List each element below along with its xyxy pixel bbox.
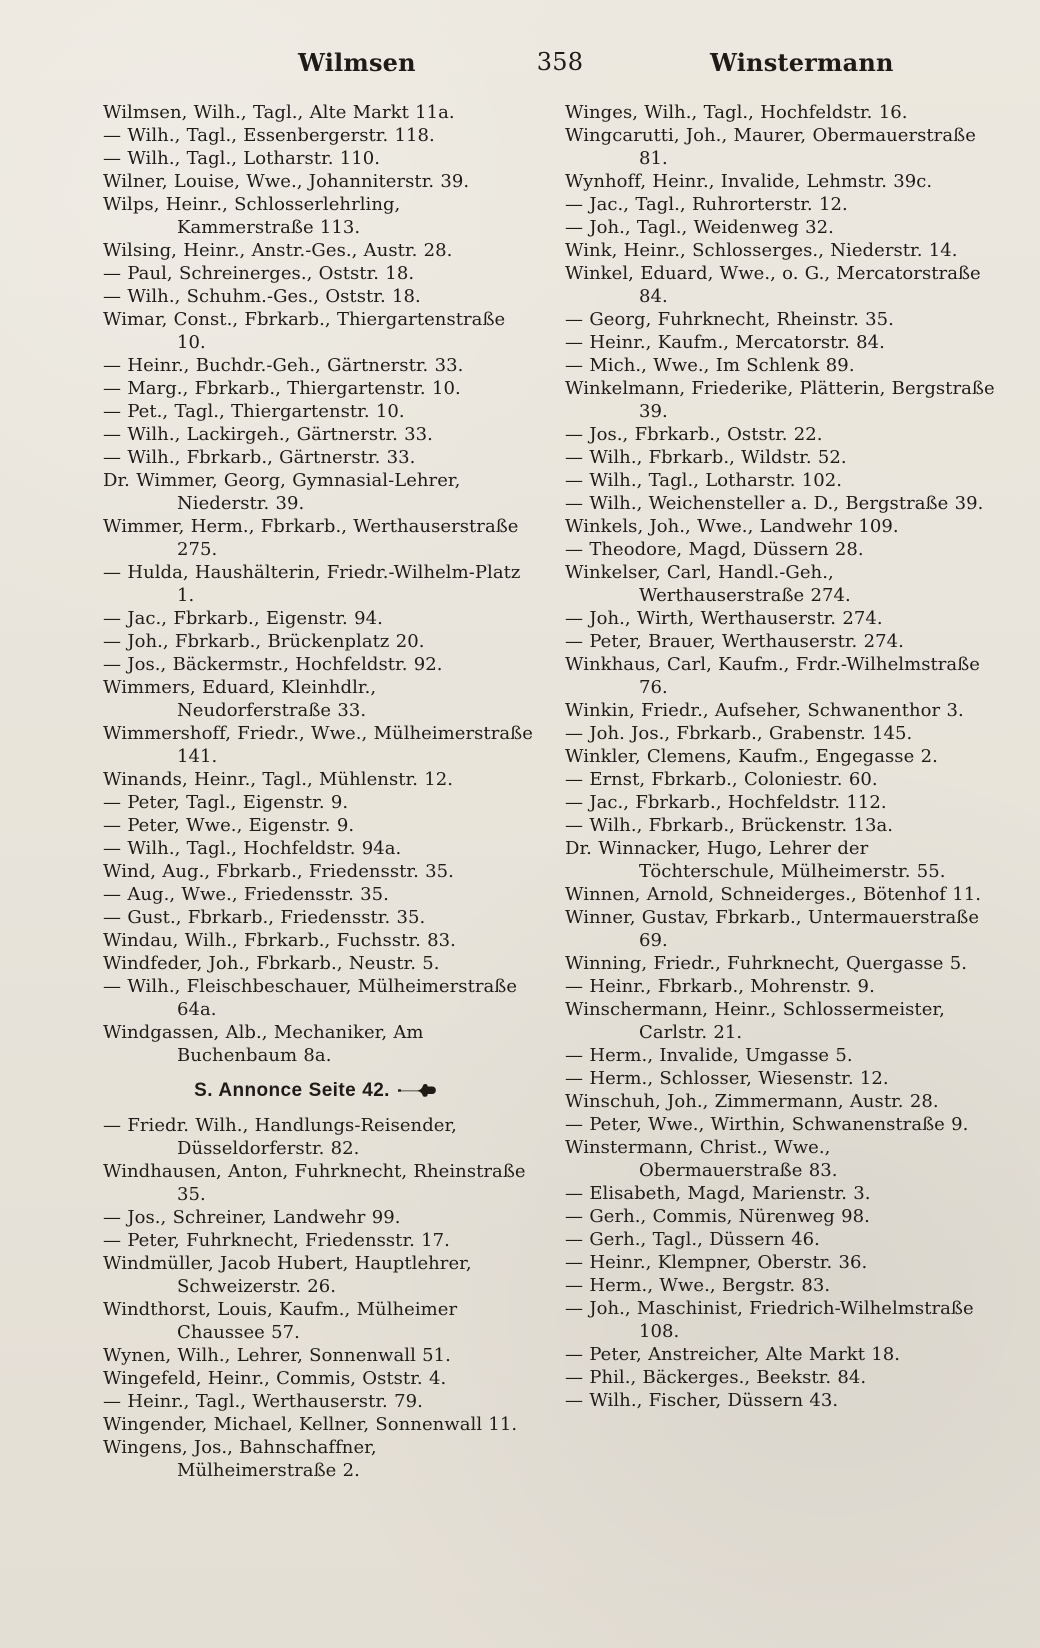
right-entry-41: — Gerh., Tagl., Düssern 46. (565, 1229, 820, 1250)
left-entry-10: — Heinr., Buchdr.-Geh., Gärtnerstr. 33. (103, 355, 464, 376)
right-entry-29: Winnen, Arnold, Schneiderges., Bötenhof 11. (565, 884, 982, 905)
right-entry-20: — Peter, Brauer, Werthauserstr. 274. (565, 631, 904, 652)
right-entry-7: Winkel, Eduard, Wwe., o. G., Mercatorstraße 84. (565, 263, 981, 307)
right-entry-23: — Joh. Jos., Fbrkarb., Grabenstr. 145. (565, 723, 913, 744)
left-entry-4: Wilner, Louise, Wwe., Johanniterstr. 39. (103, 171, 470, 192)
pointing-hand-icon (398, 1083, 442, 1098)
right-entry-32: — Heinr., Fbrkarb., Mohrenstr. 9. (565, 976, 875, 997)
page-header (0, 48, 1040, 88)
left-after-entry-4: — Peter, Fuhrknecht, Friedensstr. 17. (103, 1230, 450, 1251)
right-entry-11: Winkelmann, Friederike, Plätterin, Bergstraße 39. (565, 378, 995, 422)
left-entry-19: — Joh., Fbrkarb., Brückenplatz 20. (103, 631, 425, 652)
right-entry-21: Winkhaus, Carl, Kaufm., Frdr.-Wilhelmstraße 76. (565, 654, 980, 698)
right-entry-28: Dr. Winnacker, Hugo, Lehrer der Töchterschule, Mülheimerstr. 55. (565, 838, 946, 882)
left-entry-16: Wimmer, Herm., Fbrkarb., Werthauserstraße 275. (103, 516, 519, 560)
left-after-entry-8: Wingefeld, Heinr., Commis, Oststr. 4. (103, 1368, 447, 1389)
left-entry-13: — Wilh., Lackirgeh., Gärtnerstr. 33. (103, 424, 433, 445)
right-entry-26: — Jac., Fbrkarb., Hochfeldstr. 112. (565, 792, 887, 813)
left-entry-23: Winands, Heinr., Tagl., Mühlenstr. 12. (103, 769, 454, 790)
right-entry-13: — Wilh., Fbrkarb., Wildstr. 52. (565, 447, 847, 468)
right-entry-19: — Joh., Wirth, Werthauserstr. 274. (565, 608, 883, 629)
right-entry-38: Winstermann, Christ., Wwe., Obermauerstraße 83. (565, 1137, 838, 1181)
right-entry-37: — Peter, Wwe., Wirthin, Schwanenstraße 9. (565, 1114, 969, 1135)
right-entry-5: — Joh., Tagl., Weidenweg 32. (565, 217, 834, 238)
right-entry-25: — Ernst, Fbrkarb., Coloniestr. 60. (565, 769, 878, 790)
header-right-name: Winstermann (710, 48, 894, 77)
right-entry-42: — Heinr., Klempner, Oberstr. 36. (565, 1252, 868, 1273)
right-entry-31: Winning, Friedr., Fuhrknecht, Quergasse 5. (565, 953, 968, 974)
left-entry-17: — Hulda, Haushälterin, Friedr.-Wilhelm-Platz 1. (103, 562, 521, 606)
left-entry-2: — Wilh., Tagl., Essenbergerstr. 118. (103, 125, 435, 146)
right-entry-33: Winschermann, Heinr., Schlossermeister, Carlstr. 21. (565, 999, 945, 1043)
header-left-name: Wilmsen (298, 48, 416, 77)
left-after-entry-10: Wingender, Michael, Kellner, Sonnenwall 11. (103, 1414, 518, 1435)
right-entry-3: Wynhoff, Heinr., Invalide, Lehmstr. 39c. (565, 171, 933, 192)
page-number: 358 (536, 48, 584, 76)
right-entry-36: Winschuh, Joh., Zimmermann, Austr. 28. (565, 1091, 939, 1112)
right-entry-10: — Mich., Wwe., Im Schlenk 89. (565, 355, 855, 376)
left-entry-28: — Aug., Wwe., Friedensstr. 35. (103, 884, 389, 905)
left-entry-18: — Jac., Fbrkarb., Eigenstr. 94. (103, 608, 383, 629)
left-entry-5: Wilps, Heinr., Schlosserlehrling, Kammerstraße 113. (103, 194, 401, 238)
right-entry-2: Wingcarutti, Joh., Maurer, Obermauerstraße 81. (565, 125, 976, 169)
right-entry-45: — Peter, Anstreicher, Alte Markt 18. (565, 1344, 901, 1365)
left-entry-20: — Jos., Bäckermstr., Hochfeldstr. 92. (103, 654, 443, 675)
right-entry-8: — Georg, Fuhrknecht, Rheinstr. 35. (565, 309, 894, 330)
left-entry-6: Wilsing, Heinr., Anstr.-Ges., Austr. 28. (103, 240, 453, 261)
right-entry-9: — Heinr., Kaufm., Mercatorstr. 84. (565, 332, 885, 353)
right-entry-35: — Herm., Schlosser, Wiesenstr. 12. (565, 1068, 889, 1089)
left-entry-8: — Wilh., Schuhm.-Ges., Oststr. 18. (103, 286, 421, 307)
right-entry-39: — Elisabeth, Magd, Marienstr. 3. (565, 1183, 871, 1204)
right-entry-27: — Wilh., Fbrkarb., Brückenstr. 13a. (565, 815, 894, 836)
right-entry-46: — Phil., Bäckerges., Beekstr. 84. (565, 1367, 867, 1388)
left-entry-26: — Wilh., Tagl., Hochfeldstr. 94a. (103, 838, 402, 859)
right-entry-24: Winkler, Clemens, Kaufm., Engegasse 2. (565, 746, 938, 767)
right-entry-16: Winkels, Joh., Wwe., Landwehr 109. (565, 516, 899, 537)
right-entry-6: Wink, Heinr., Schlosserges., Niederstr. 14. (565, 240, 958, 261)
left-entry-3: — Wilh., Tagl., Lotharstr. 110. (103, 148, 381, 169)
right-entry-34: — Herm., Invalide, Umgasse 5. (565, 1045, 853, 1066)
right-entry-14: — Wilh., Tagl., Lotharstr. 102. (565, 470, 843, 491)
right-entry-44: — Joh., Maschinist, Friedrich-Wilhelmstraße 108. (565, 1298, 974, 1342)
right-entry-1: Winges, Wilh., Tagl., Hochfeldstr. 16. (565, 102, 908, 123)
left-entry-14: — Wilh., Fbrkarb., Gärtnerstr. 33. (103, 447, 416, 468)
right-entry-47: — Wilh., Fischer, Düssern 43. (565, 1390, 839, 1411)
left-after-entry-2: Windhausen, Anton, Fuhrknecht, Rheinstraße 35. (103, 1161, 526, 1205)
left-after-entry-6: Windthorst, Louis, Kaufm., Mülheimer Chaussee 57. (103, 1299, 458, 1343)
left-entry-7: — Paul, Schreinerges., Oststr. 18. (103, 263, 415, 284)
right-entry-17: — Theodore, Magd, Düssern 28. (565, 539, 864, 560)
right-entry-15: — Wilh., Weichensteller a. D., Bergstraße 39. (565, 493, 984, 514)
left-entry-30: Windau, Wilh., Fbrkarb., Fuchsstr. 83. (103, 930, 456, 951)
left-entry-32: — Wilh., Fleischbeschauer, Mülheimerstraße 64a. (103, 976, 518, 1020)
left-after-entry-11: Wingens, Jos., Bahnschaffner, Mülheimerstraße 2. (103, 1437, 377, 1481)
left-entry-29: — Gust., Fbrkarb., Friedensstr. 35. (103, 907, 426, 928)
annotation-wrap (194, 1079, 442, 1102)
left-after-entry-1: — Friedr. Wilh., Handlungs-Reisender, Düsseldorferstr. 82. (103, 1115, 457, 1159)
left-entry-24: — Peter, Tagl., Eigenstr. 9. (103, 792, 349, 813)
left-entry-33: Windgassen, Alb., Mechaniker, Am Buchenbaum 8a. (103, 1022, 424, 1066)
right-entry-12: — Jos., Fbrkarb., Oststr. 22. (565, 424, 823, 445)
right-entry-22: Winkin, Friedr., Aufseher, Schwanenthor 3. (565, 700, 964, 721)
annotation-line (103, 1079, 533, 1102)
left-after-entry-5: Windmüller, Jacob Hubert, Hauptlehrer, Schweizerstr. 26. (103, 1253, 472, 1297)
right-entry-4: — Jac., Tagl., Ruhrorterstr. 12. (565, 194, 848, 215)
right-entry-18: Winkelser, Carl, Handl.-Geh., Werthauserstraße 274. (565, 562, 851, 606)
left-entry-12: — Pet., Tagl., Thiergartenstr. 10. (103, 401, 405, 422)
left-entry-11: — Marg., Fbrkarb., Thiergartenstr. 10. (103, 378, 461, 399)
left-after-entry-7: Wynen, Wilh., Lehrer, Sonnenwall 51. (103, 1345, 451, 1366)
right-entry-43: — Herm., Wwe., Bergstr. 83. (565, 1275, 831, 1296)
left-entry-31: Windfeder, Joh., Fbrkarb., Neustr. 5. (103, 953, 440, 974)
left-entry-27: Wind, Aug., Fbrkarb., Friedensstr. 35. (103, 861, 454, 882)
left-column (103, 101, 533, 1482)
right-entry-40: — Gerh., Commis, Nürenweg 98. (565, 1206, 870, 1227)
right-entry-30: Winner, Gustav, Fbrkarb., Untermauerstraße 69. (565, 907, 980, 951)
right-column (565, 101, 995, 1412)
left-entry-22: Wimmershoff, Friedr., Wwe., Mülheimerstraße 141. (103, 723, 533, 767)
left-entry-15: Dr. Wimmer, Georg, Gymnasial-Lehrer, Niederstr. 39. (103, 470, 461, 514)
left-after-entry-3: — Jos., Schreiner, Landwehr 99. (103, 1207, 401, 1228)
left-after-entry-9: — Heinr., Tagl., Werthauserstr. 79. (103, 1391, 423, 1412)
left-entry-25: — Peter, Wwe., Eigenstr. 9. (103, 815, 355, 836)
left-entry-9: Wimar, Const., Fbrkarb., Thiergartenstraße 10. (103, 309, 506, 353)
annotation-text: S. Annonce Seite 42. (194, 1080, 390, 1101)
left-entry-1: Wilmsen, Wilh., Tagl., Alte Markt 11a. (103, 102, 455, 123)
left-entry-21: Wimmers, Eduard, Kleinhdlr., Neudorferstraße 33. (103, 677, 377, 721)
